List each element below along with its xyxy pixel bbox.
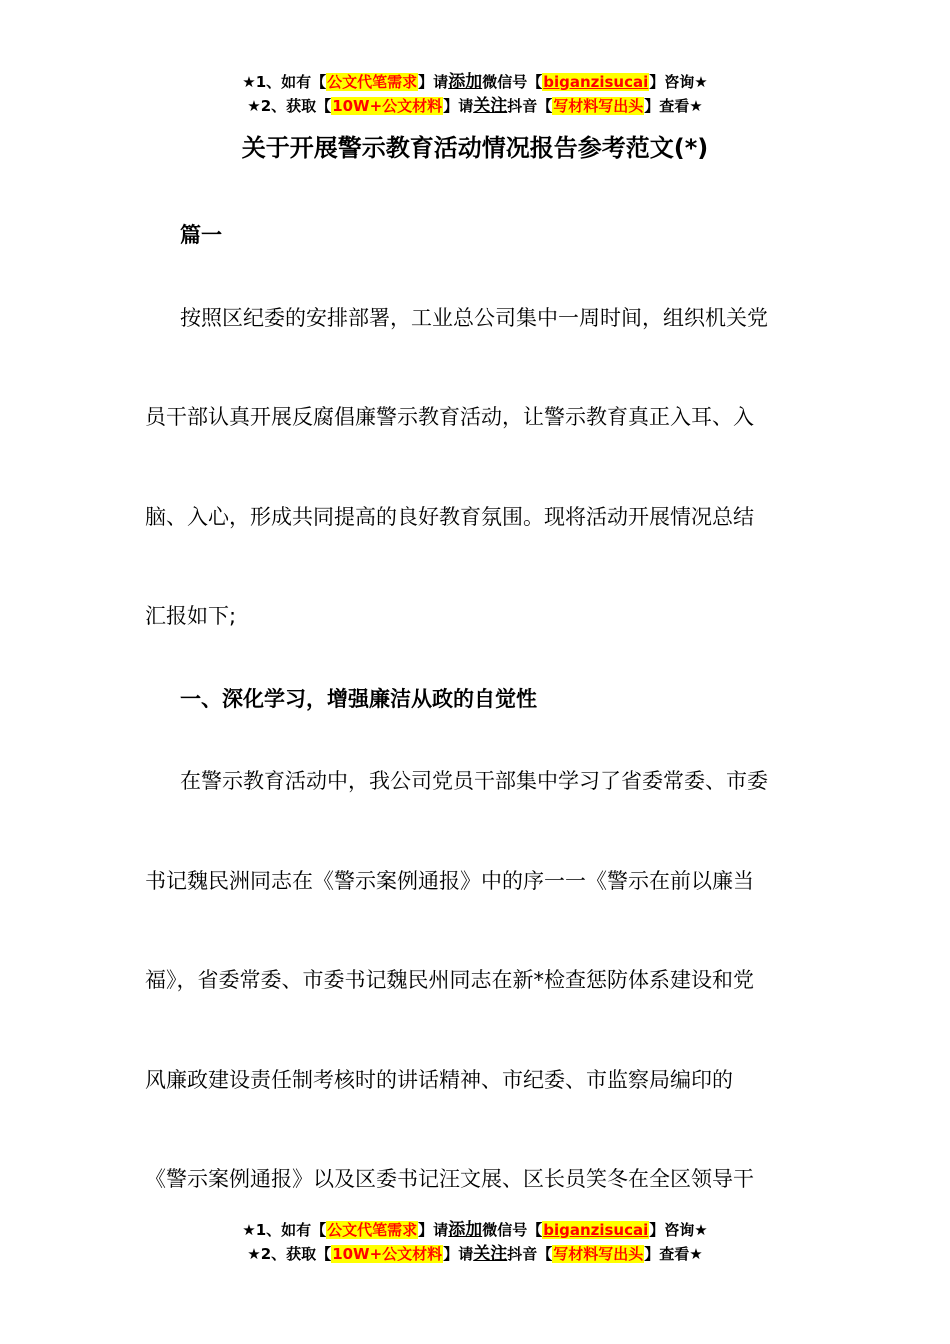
banner-text: 微信号【 (482, 1221, 543, 1239)
banner-highlight: 10W+公文材料 (332, 97, 443, 115)
banner-emphasis: 关注 (473, 96, 508, 116)
banner-text: 抖音【 (507, 97, 553, 115)
banner-line-1 (0, 1218, 950, 1242)
banner-highlight: 10W+公文材料 (332, 1245, 443, 1263)
section-label: 篇一 (180, 223, 222, 247)
paragraph-line: 福》，省委常委、市委书记魏民州同志在新*检查惩防体系建设和党 (145, 968, 754, 992)
banner-line-2 (0, 1242, 950, 1266)
document-title: 关于开展警示教育活动情况报告参考范文(*) (241, 134, 709, 162)
banner-highlight: 写材料写出头 (553, 1245, 644, 1263)
banner-text: 】请 (443, 97, 474, 115)
banner-line-2 (0, 94, 950, 118)
banner-text: 】咨询★ (649, 1221, 708, 1239)
footer-banner (0, 1218, 950, 1266)
section-heading: 一、深化学习，增强廉洁从政的自觉性 (180, 687, 537, 711)
banner-text: 】请 (418, 1221, 449, 1239)
banner-text: ★1、如有【 (242, 1221, 327, 1239)
paragraph-line: 按照区纪委的安排部署，工业总公司集中一周时间，组织机关党 (180, 306, 768, 330)
paragraph-line: 在警示教育活动中，我公司党员干部集中学习了省委常委、市委 (180, 769, 768, 793)
banner-text: 】请 (418, 73, 449, 91)
banner-text: ★2、获取【 (247, 97, 332, 115)
banner-text: 】请 (443, 1245, 474, 1263)
banner-emphasis: 关注 (473, 1244, 508, 1264)
paragraph-line: 《警示案例通报》以及区委书记汪文展、区长员笑冬在全区领导干 (145, 1167, 754, 1191)
banner-text: ★2、获取【 (247, 1245, 332, 1263)
banner-text: 】咨询★ (649, 73, 708, 91)
paragraph-line: 书记魏民洲同志在《警示案例通报》中的序一一《警示在前以廉当 (145, 869, 754, 893)
banner-emphasis: 添加 (448, 72, 483, 92)
paragraph-line: 员干部认真开展反腐倡廉警示教育活动，让警示教育真正入耳、入 (145, 405, 754, 429)
header-banner (0, 70, 950, 118)
banner-text: ★1、如有【 (242, 73, 327, 91)
paragraph-line: 脑、入心，形成共同提高的良好教育氛围。现将活动开展情况总结 (145, 505, 754, 529)
banner-highlight: 公文代笔需求 (327, 1221, 418, 1239)
paragraph-line: 汇报如下; (145, 604, 237, 628)
banner-text: 】查看★ (644, 97, 703, 115)
paragraph-line: 风廉政建设责任制考核时的讲话精神、市纪委、市监察局编印的 (145, 1068, 733, 1092)
banner-highlight: biganzisucai (543, 1221, 649, 1239)
banner-emphasis: 添加 (448, 1220, 483, 1240)
banner-highlight: 写材料写出头 (553, 97, 644, 115)
banner-line-1 (0, 70, 950, 94)
banner-text: 微信号【 (482, 73, 543, 91)
banner-text: 】查看★ (644, 1245, 703, 1263)
banner-highlight: biganzisucai (543, 73, 649, 91)
banner-highlight: 公文代笔需求 (327, 73, 418, 91)
banner-text: 抖音【 (507, 1245, 553, 1263)
